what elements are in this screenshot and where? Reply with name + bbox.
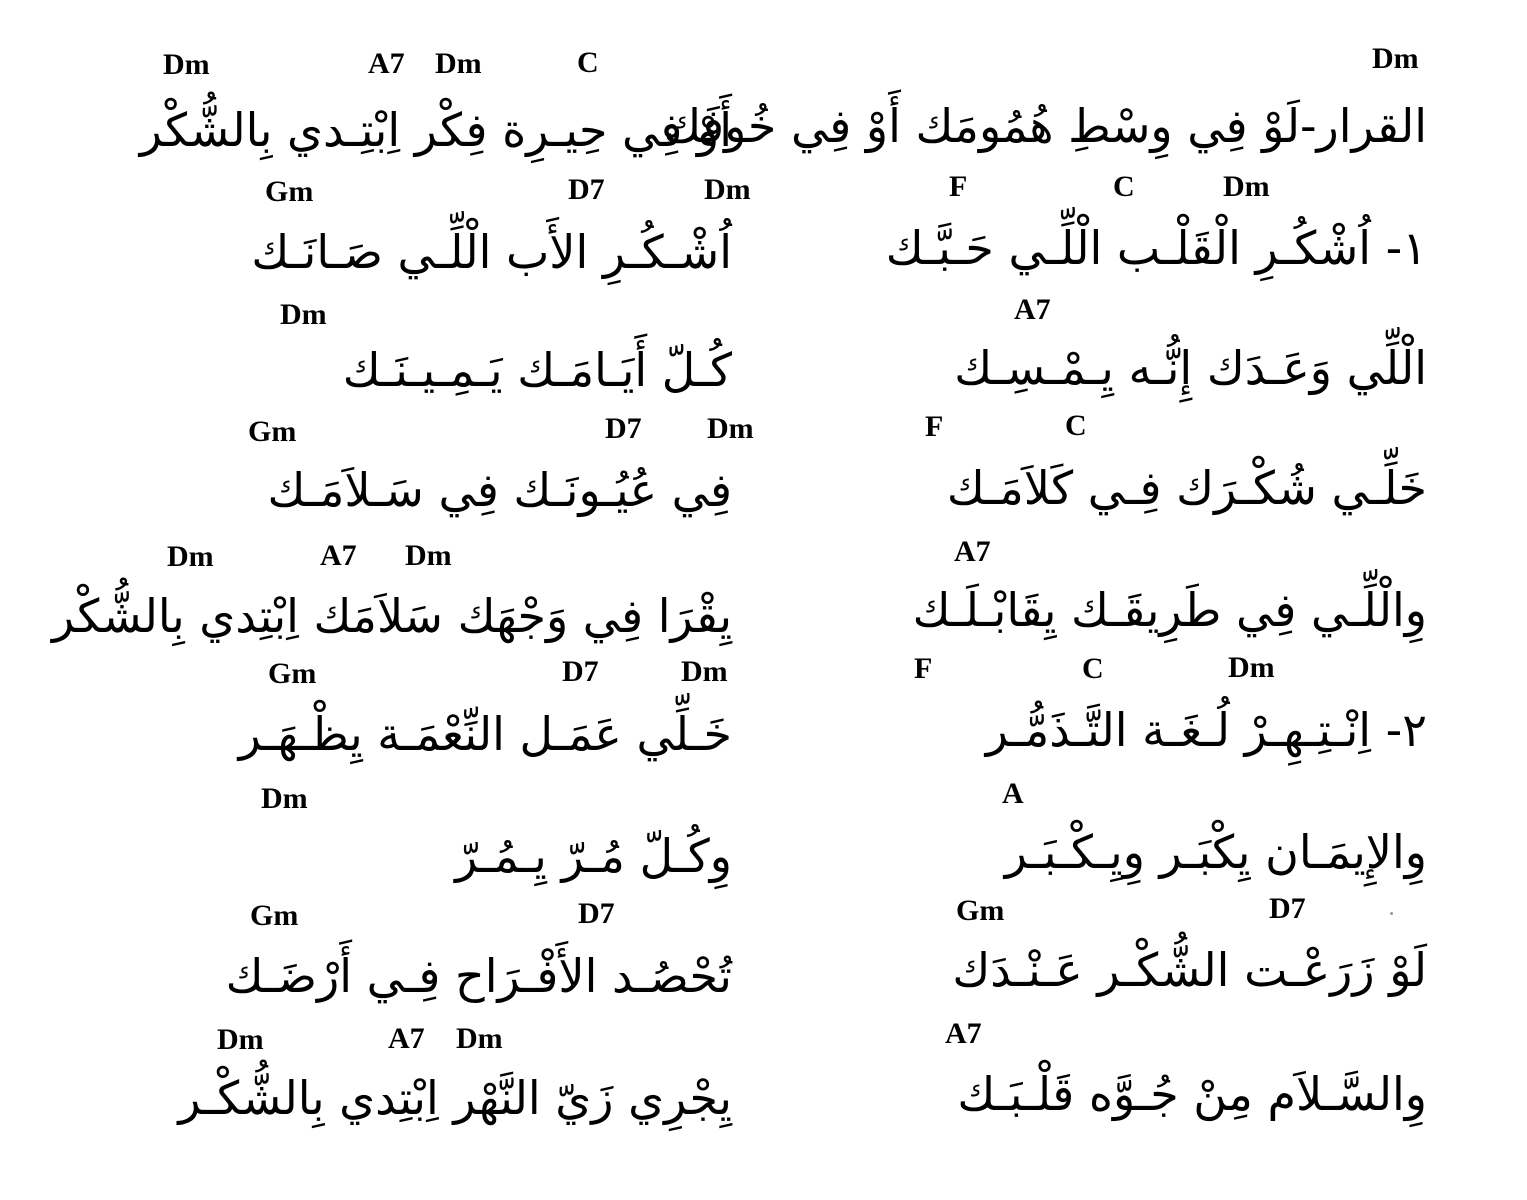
- lyric-line: خَـلِّي عَمَـل النِّعْمَـة يِظْـهَـر: [238, 707, 732, 761]
- chord: Gm: [248, 415, 297, 448]
- chord: A7: [388, 1022, 425, 1055]
- lyric-line: وِكُـلّ مُـرّ يِـمُـرّ: [455, 829, 732, 883]
- lyric-line: اُشْـكُـرِ الأَب الْلِّـي صَـانَـك: [251, 225, 732, 279]
- lyric-line: الْلِّي وَعَـدَك إِنُّـه يِـمْـسِـك: [954, 341, 1427, 395]
- lyric-line: ٢- اِنْـتِـهِـرْ لُـغَـة التَّـذَمُّـر: [985, 703, 1427, 757]
- chord: A7: [320, 539, 357, 572]
- chord: Dm: [280, 298, 327, 331]
- chord: C: [1065, 409, 1087, 442]
- chord: Dm: [707, 412, 754, 445]
- lyric-line: وِالسَّـلاَم مِنْ جُـوَّه قَلْـبَـك: [957, 1067, 1427, 1121]
- chord: F: [914, 652, 933, 685]
- chord: Dm: [261, 782, 308, 815]
- chord: Dm: [435, 47, 482, 80]
- chord: Gm: [250, 899, 299, 932]
- chord: Dm: [1228, 651, 1275, 684]
- chord: Gm: [956, 894, 1005, 927]
- lyric-line: وِالإِيمَـان يِكْبَـر وِيِـكْـبَـر: [1004, 825, 1427, 879]
- chord: D7: [568, 173, 605, 206]
- chord: D7: [605, 412, 642, 445]
- chord: Dm: [1372, 42, 1419, 75]
- lyric-line: ١- اُشْكُـرِ الْقَلْـب الْلِّـي حَـبَّـك: [885, 221, 1427, 275]
- lyric-line: وِالْلِّـي فِي طَرِيقَـك يِقَابْـلَـك: [912, 583, 1427, 637]
- chord: D7: [1269, 892, 1306, 925]
- speck: [1390, 912, 1393, 915]
- chord: A7: [1014, 293, 1051, 326]
- chord: Dm: [456, 1022, 503, 1055]
- chord: A7: [945, 1017, 982, 1050]
- chord: C: [577, 46, 599, 79]
- chord: A7: [368, 47, 405, 80]
- chord: Dm: [681, 655, 728, 688]
- chord: Dm: [405, 539, 452, 572]
- chord: Dm: [704, 173, 751, 206]
- chord: Dm: [163, 48, 210, 81]
- chord: Dm: [1223, 170, 1270, 203]
- chord: D7: [562, 655, 599, 688]
- lyric-line: يِجْرِي زَيّ النَّهْر اِبْتِدي بِالشُّكْـر: [178, 1071, 732, 1125]
- chord: F: [925, 410, 944, 443]
- lyric-line: خَلِّـي شُكْـرَك فِـي كَلاَمَـك: [946, 461, 1427, 515]
- lyric-line: يِقْرَا فِي وَجْهَك سَلاَمَك اِبْتِدي بِالشُّكْر: [52, 589, 732, 643]
- chord: A7: [954, 535, 991, 568]
- chord: Dm: [217, 1023, 264, 1056]
- chord: F: [949, 170, 968, 203]
- lyric-line: كُـلّ أَيَـامَـك يَـمِـيـنَـك: [342, 343, 732, 397]
- chord: Gm: [268, 657, 317, 690]
- lyric-line: تُحْصُـد الأَفْـرَاح فِـي أَرْضَـك: [225, 949, 732, 1003]
- lyric-line: لَوْ زَرَعْـت الشُّكْـر عَـنْـدَك: [952, 943, 1427, 997]
- chord: C: [1113, 170, 1135, 203]
- chord: A: [1002, 777, 1024, 810]
- lyric-line: القرار-لَوْ فِي وِسْطِ هُمُومَك أَوْ فِي خُوفَك: [663, 99, 1427, 153]
- lyric-line: أَوْ فِي حِيـرِة فِكْر اِبْتِـدي بِالشُّكْر: [139, 103, 732, 157]
- chord: C: [1082, 652, 1104, 685]
- lyric-line: فِي عُيُـونَـك فِي سَـلاَمَـك: [267, 463, 732, 517]
- chord: Gm: [265, 175, 314, 208]
- chord: D7: [578, 897, 615, 930]
- chord: Dm: [167, 540, 214, 573]
